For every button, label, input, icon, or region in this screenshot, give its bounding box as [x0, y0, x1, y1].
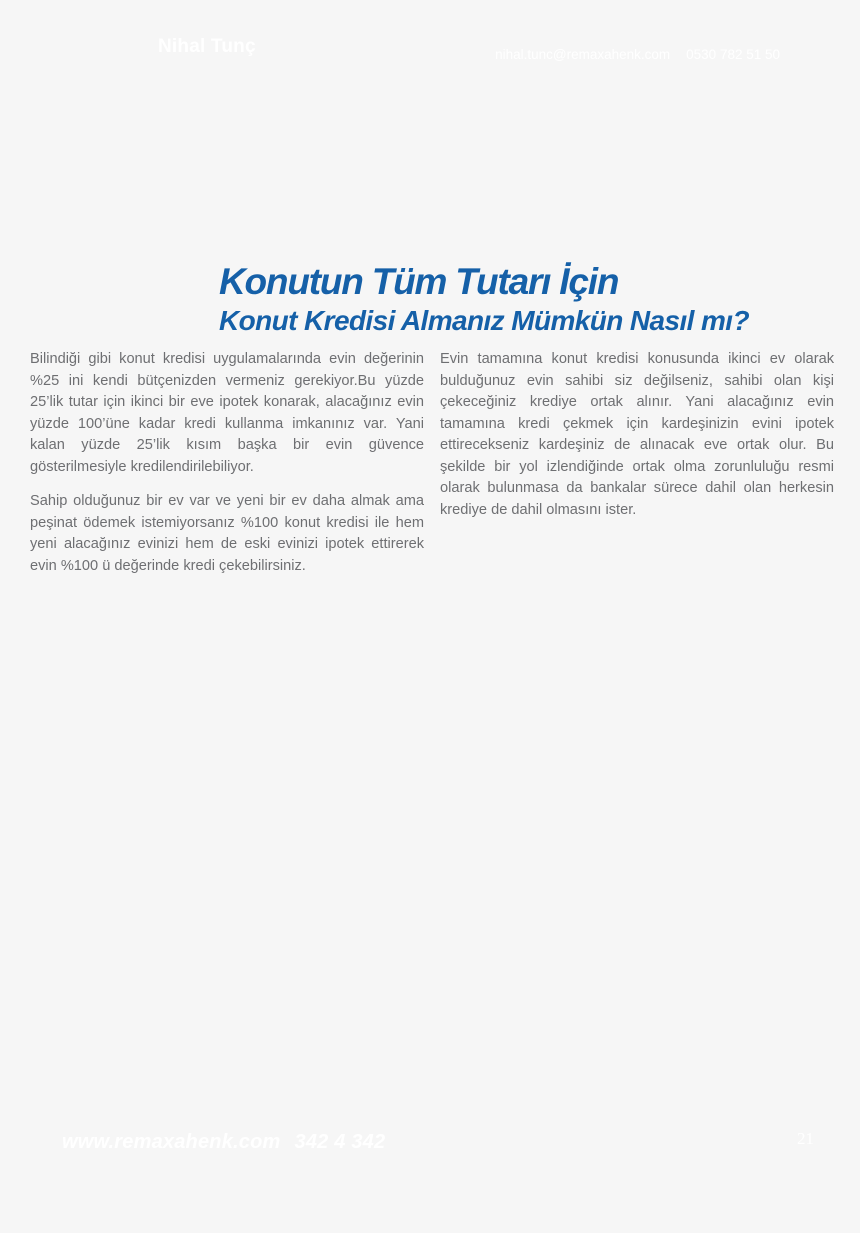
right-column-paragraph-1: Evin tamamına konut kredisi konusunda ikinci ev olarak bulduğunuz evin sahibi siz değilseniz, sahibi olan kişi çekeceğiniz krediye ortak alınır. Yani alacağınız evin tamamına kredi çekmek için kardeşinizin evini ipotek ettirecekseniz kardeşiniz de alınacak eve ortak olur. Bu şekilde bir yol izlendiğinde ortak olma zorunluluğu resmi olarak bulunmasa da bankalar sürece dahil olan herkesin krediye de dahil olmasını ister. [440, 351, 834, 518]
footer-website: www.remaxahenk.com [62, 1131, 281, 1153]
header-contact [495, 47, 780, 62]
agent-name: Nihal Tunç [158, 36, 256, 57]
page-number: 21 [797, 1129, 814, 1148]
article-left-column [30, 349, 424, 577]
article-title [219, 263, 749, 335]
agent-phone: 0530 782 51 50 [686, 47, 780, 62]
left-column-paragraph-2: Sahip olduğunuz bir ev var ve yeni bir ev daha almak ama peşinat ödemek istemiyorsanız %100 konut kredisi ile hem yeni alacağınız evinizi hem de eski evinizi ipotek ettirerek evin %100 ü değerinde kredi çekebilirsiniz. [30, 493, 424, 574]
left-column-paragraph-1: Bilindiği gibi konut kredisi uygulamalarında evin değerinin %25 ini kendi bütçenizden vermeniz gerekiyor.Bu yüzde 25’lik tutar için ikinci bir eve ipotek konarak, alacağınız evin yüzde 100’üne kadar kredi kullanma imkanınız var. Yani kalan yüzde 25’lik kısım başka bir evin güvence gösterilmesiyle kredilendirilebiliyor. [30, 351, 424, 475]
article-title-line2: Konut Kredisi Almanız Mümkün Nasıl mı? [219, 305, 749, 336]
footer-phone: 342 4 342 [294, 1131, 386, 1153]
article-body [30, 349, 834, 577]
article-right-column [440, 349, 834, 577]
article-title-line1: Konutun Tüm Tutarı İçin [219, 261, 619, 302]
footer [62, 1131, 385, 1154]
agent-email: nihal.tunc@remaxahenk.com [495, 47, 671, 62]
